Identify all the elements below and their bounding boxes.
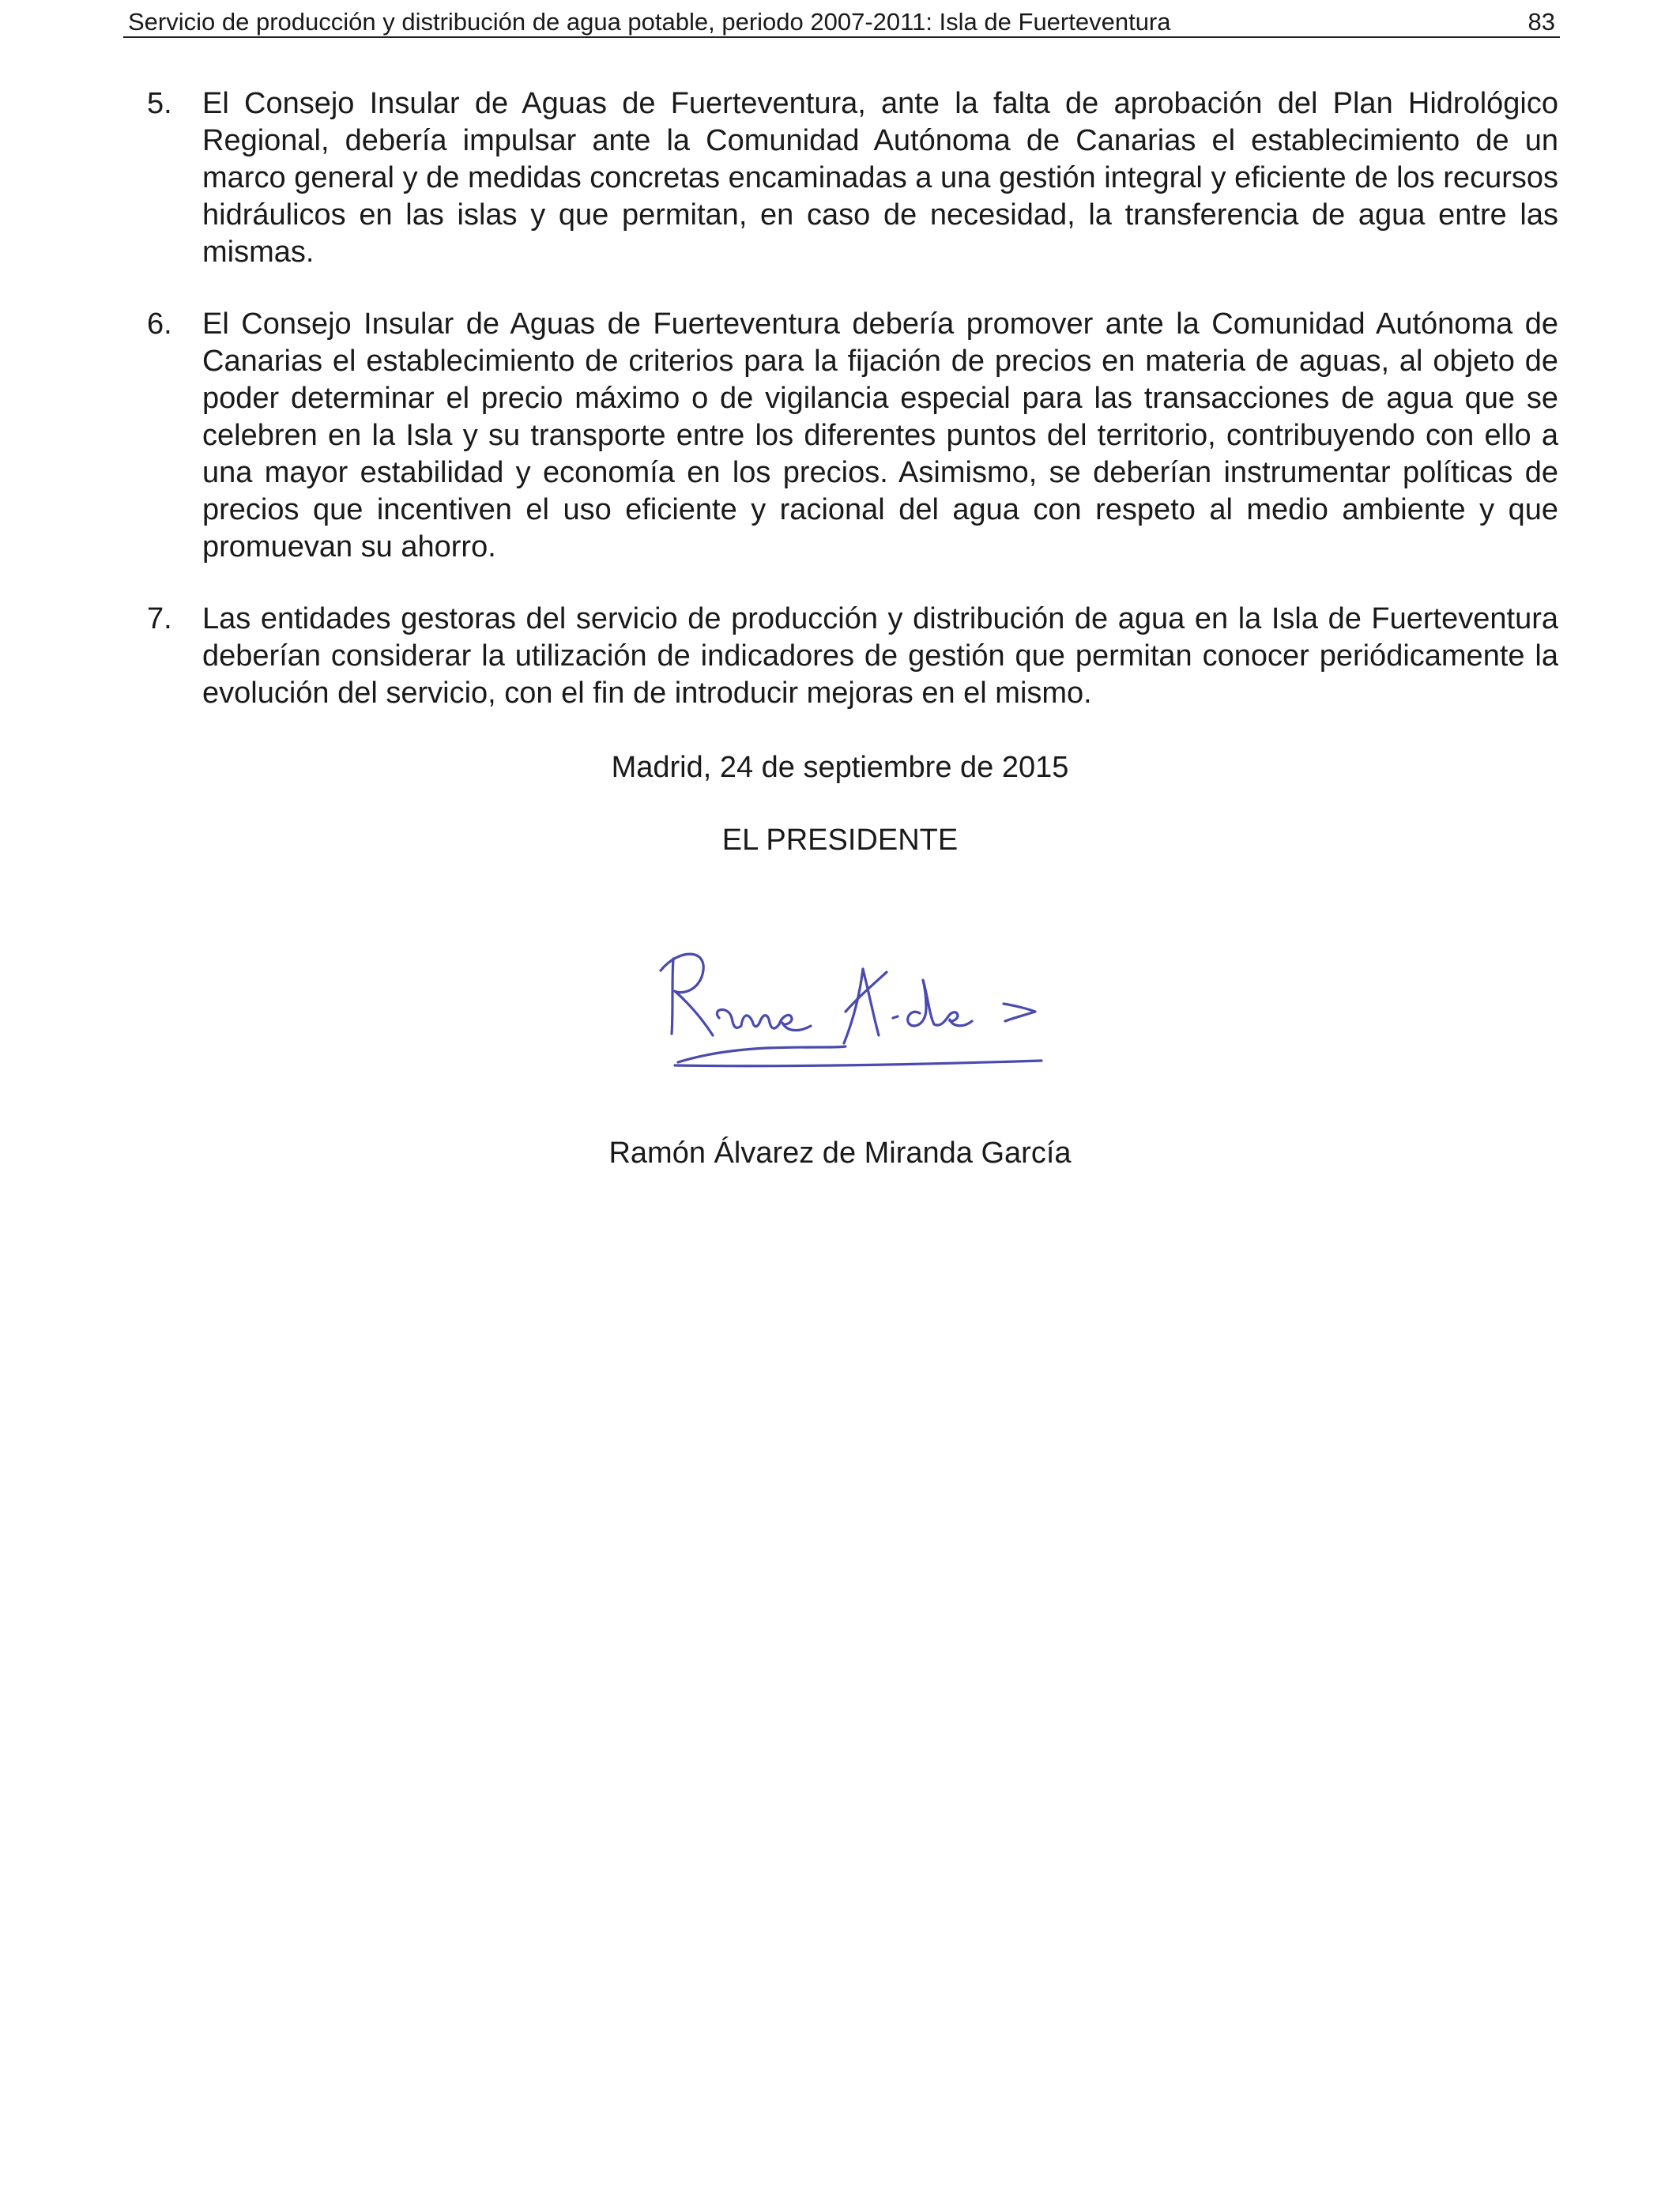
place-and-date: Madrid, 24 de septiembre de 2015 — [611, 751, 1069, 784]
handwritten-signature — [656, 939, 1067, 1081]
recommendation-item — [147, 601, 1558, 712]
item-number: 5. — [147, 87, 172, 120]
signatory-name: Ramón Álvarez de Miranda García — [608, 1137, 1072, 1170]
header-title: Servicio de producción y distribución de agua potable, periodo 2007-2011: Isla de Fuerteventura — [128, 8, 1171, 36]
signatory-role: EL PRESIDENTE — [721, 824, 959, 857]
recommendation-item — [147, 85, 1558, 271]
item-number: 7. — [147, 602, 172, 635]
recommendation-item — [147, 306, 1558, 566]
item-text: El Consejo Insular de Aguas de Fuerteventura debería promover ante la Comunidad Autónoma de Canarias el establecimiento de criterios para la fijación de precios en materia de aguas, al objeto de poder determinar el precio máximo o de vigilancia especial para las transacciones de agua que se celebren en la Isla y su transporte entre los diferentes puntos del territorio, contribuyendo con ello a una mayor estabilidad y economía en los precios. Asimismo, se deberían instrumentar políticas de precios que incentiven el uso eficiente y racional del agua con respeto al medio ambiente y que promuevan su ahorro. — [202, 307, 1558, 564]
header-divider — [123, 36, 1560, 38]
running-header — [126, 6, 1560, 38]
item-text: El Consejo Insular de Aguas de Fuerteventura, ante la falta de aprobación del Plan Hidrológico Regional, debería impulsar ante la Comunidad Autónoma de Canarias el establecimiento de un marco general y de medidas concretas encaminadas a una gestión integral y eficiente de los recursos hidráulicos en las islas y que permitan, en caso de necesidad, la transferencia de agua entre las mismas. — [202, 87, 1558, 269]
item-number: 6. — [147, 307, 172, 341]
item-text: Las entidades gestoras del servicio de producción y distribución de agua en la Isla de Fuerteventura deberían considerar la utilización de indicadores de gestión que permitan conocer periódicamente la evolución del servicio, con el fin de introducir mejoras en el mismo. — [202, 602, 1558, 710]
page-number: 83 — [1527, 8, 1555, 36]
recommendations-list — [147, 85, 1558, 747]
